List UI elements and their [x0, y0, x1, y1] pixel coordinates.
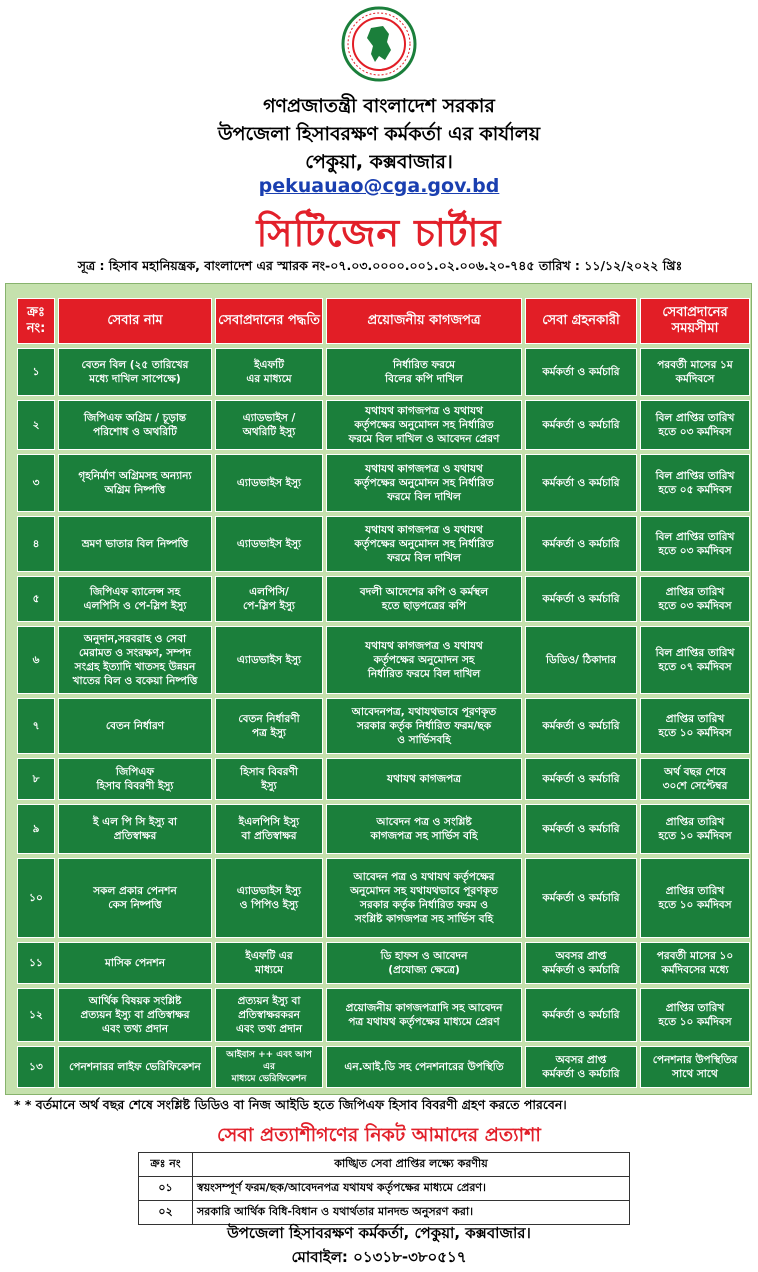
- table-row: [17, 1046, 750, 1088]
- cell-documents: যথাযথ কাগজপত্র ও যথাযথ কর্তৃপক্ষের অনুমোদন সহ নির্ধারিত ফরমে বিল দাখিল ও আবেদন প্রেরণ: [326, 400, 522, 450]
- cell-method: ইএলপিসি ইস্যু বা প্রতিস্বাক্ষর: [215, 804, 323, 854]
- cell-method: এ্যাডভাইস ইস্যু: [215, 516, 323, 572]
- cell-method: এলপিসি/ পে-স্লিপ ইস্যু: [215, 576, 323, 622]
- table-row: [139, 1177, 630, 1201]
- cell-timeline: পরবর্তী মাসের ১ম কর্মদিবসে: [640, 348, 750, 396]
- footer-mobile: মোবাইল: ০১৩১৮-৩৮০৫১৭: [291, 1248, 467, 1266]
- expectation-title: সেবা প্রত্যাশীগণের নিকট আমাদের প্রত্যাশা: [217, 1124, 541, 1146]
- cell-serial: ৪: [17, 516, 55, 572]
- expectation-task: সরকারি আর্থিক বিধি-বিধান ও যথার্থতার মানদন্ড অনুসরণ করা।: [193, 1201, 630, 1225]
- table-row: [17, 454, 750, 512]
- office-location: পেকুয়া, কক্সবাজার।: [305, 151, 453, 173]
- cell-method: ইএফটি এর মাধ্যমে: [215, 942, 323, 984]
- table-row: [17, 516, 750, 572]
- office-name: উপজেলা হিসাবরক্ষণ কর্মকর্তা এর কার্যালয়: [217, 123, 541, 145]
- cell-serial: ১১: [17, 942, 55, 984]
- cell-serial: ১: [17, 348, 55, 396]
- cell-method: ইএফটি এর মাধ্যমে: [215, 348, 323, 396]
- cell-recipient: ডিডিও/ ঠিকাদার: [525, 626, 637, 694]
- cell-service: আর্থিক বিষয়ক সংশ্লিষ্ট প্রত্যয়ন ইস্যু বা প্রতিস্বাক্ষর এবং তথ্য প্রদান: [58, 988, 212, 1042]
- cell-service: জিপিএফ অগ্রিম / চূড়ান্ত পরিশোধ ও অথরিটি: [58, 400, 212, 450]
- cell-service: মাসিক পেনশন: [58, 942, 212, 984]
- header-serial: ক্রঃ নং:: [17, 298, 55, 344]
- cell-documents: আবেদন পত্র ও সংশ্লিষ্ট কাগজপত্র সহ সার্ভিস বহি: [326, 804, 522, 854]
- table-row: [17, 348, 750, 396]
- cell-service: ভ্রমণ ভাতার বিল নিষ্পত্তি: [58, 516, 212, 572]
- header-documents: প্রয়োজনীয় কাগজপত্র: [326, 298, 522, 344]
- cell-method: হিসাব বিবরণী ইস্যু: [215, 758, 323, 800]
- table-row: [17, 626, 750, 694]
- cell-documents: যথাযথ কাগজপত্র: [326, 758, 522, 800]
- cell-serial: ১২: [17, 988, 55, 1042]
- cell-documents: যথাযথ কাগজপত্র ও যথাযথ কর্তৃপক্ষের অনুমোদন সহ নির্ধারিত ফরমে বিল দাখিল: [326, 516, 522, 572]
- cell-method: প্রত্যয়ন ইস্যু বা প্রতিস্বাক্ষরকরন এবং তথ্য প্রদান: [215, 988, 323, 1042]
- cell-serial: ২: [17, 400, 55, 450]
- cell-recipient: কর্মকর্তা ও কর্মচারি: [525, 516, 637, 572]
- expectation-header-row: [139, 1153, 630, 1177]
- cell-recipient: অবসর প্রাপ্ত কর্মকর্তা ও কর্মচারি: [525, 1046, 637, 1088]
- expectation-serial: ০২: [139, 1201, 193, 1225]
- expectation-header-task: কাঙ্খিত সেবা প্রাপ্তির লক্ষ্যে করণীয়: [193, 1153, 630, 1177]
- cell-serial: ৩: [17, 454, 55, 512]
- cell-service: সকল প্রকার পেনশন কেস নিষ্পত্তি: [58, 858, 212, 938]
- cell-timeline: অর্থ বছর শেষে ৩০শে সেপ্টেম্বর: [640, 758, 750, 800]
- cell-recipient: কর্মকর্তা ও কর্মচারি: [525, 400, 637, 450]
- cell-method: এ্যাডভাইস ইস্যু ও পিপিও ইস্যু: [215, 858, 323, 938]
- table-header-row: [17, 298, 750, 344]
- expectation-header-serial: ক্রঃ নং: [139, 1153, 193, 1177]
- cell-service: অনুদান,সরবরাহ ও সেবা মেরামত ও সংরক্ষণ, সম্পদ সংগ্রহ ইত্যাদি খাতসহ উন্নয়ন খাতের বিল ও বকেয়া নিষ্পত্তি: [58, 626, 212, 694]
- header-timeline: সেবাপ্রদানের সময়সীমা: [640, 298, 750, 344]
- cell-recipient: কর্মকর্তা ও কর্মচারি: [525, 698, 637, 754]
- header-recipient: সেবা গ্রহনকারী: [525, 298, 637, 344]
- cell-recipient: কর্মকর্তা ও কর্মচারি: [525, 454, 637, 512]
- header-service-name: সেবার নাম: [58, 298, 212, 344]
- cell-recipient: কর্মকর্তা ও কর্মচারি: [525, 858, 637, 938]
- citizen-charter-table: [14, 294, 753, 1092]
- table-row: [17, 576, 750, 622]
- office-email[interactable]: pekuauao@cga.gov.bd: [258, 175, 500, 197]
- cell-recipient: কর্মকর্তা ও কর্মচারি: [525, 348, 637, 396]
- cell-timeline: প্রাপ্তির তারিখ হতে ১০ কর্মদিবস: [640, 698, 750, 754]
- cell-timeline: প্রাপ্তির তারিখ হতে ০৩ কর্মদিবস: [640, 576, 750, 622]
- table-row: [17, 942, 750, 984]
- cell-documents: যথাযথ কাগজপত্র ও যথাযথ কর্তৃপক্ষের অনুমোদন সহ নির্ধারিত ফরমে বিল দাখিল: [326, 454, 522, 512]
- expectation-serial: ০১: [139, 1177, 193, 1201]
- cell-recipient: কর্মকর্তা ও কর্মচারি: [525, 804, 637, 854]
- footer-office: উপজেলা হিসাবরক্ষণ কর্মকর্তা, পেকুয়া, কক্সবাজার।: [227, 1224, 531, 1242]
- cell-timeline: বিল প্রাপ্তির তারিখ হতে ০৫ কর্মদিবস: [640, 454, 750, 512]
- government-seal-icon: [341, 6, 417, 82]
- cell-timeline: প্রাপ্তির তারিখ হতে ১০ কর্মদিবস: [640, 988, 750, 1042]
- table-row: [17, 988, 750, 1042]
- cell-documents: এন.আই.ডি সহ পেনশনারের উপস্থিতি: [326, 1046, 522, 1088]
- cell-serial: ৬: [17, 626, 55, 694]
- table-row: [17, 858, 750, 938]
- table-row: [17, 400, 750, 450]
- cell-timeline: বিল প্রাপ্তির তারিখ হতে ০৩ কর্মদিবস: [640, 516, 750, 572]
- table-row: [139, 1201, 630, 1225]
- cell-serial: ৮: [17, 758, 55, 800]
- cell-documents: বদলী আদেশের কপি ও কর্মস্থল হতে ছাড়পত্রের কপি: [326, 576, 522, 622]
- cell-recipient: অবসর প্রাপ্ত কর্মকর্তা ও কর্মচারি: [525, 942, 637, 984]
- cell-method: এ্যাডভাইস ইস্যু: [215, 626, 323, 694]
- gpf-note: * * বর্তমানে অর্থ বছর শেষে সংশ্লিষ্ট ডিডিও বা নিজ আইডি হতে জিপিএফ হিসাব বিবরণী গ্রহণ করতে পারবেন।: [14, 1097, 567, 1112]
- cell-method: এ্যাডভাইস ইস্যু: [215, 454, 323, 512]
- expectation-task: স্বয়ংসম্পূর্ণ ফরম/ছক/আবেদনপত্র যথাযথ কর্তৃপক্ষের মাধ্যমে প্রেরণ।: [193, 1177, 630, 1201]
- cell-recipient: কর্মকর্তা ও কর্মচারি: [525, 576, 637, 622]
- cell-documents: আবেদন পত্র ও যথাযথ কর্তৃপক্ষের অনুমোদন সহ যথাযথভাবে পূরণকৃত সরকার কর্তৃক নির্ধারিত ফরম ও সংশ্লিষ্ট কাগজপত্র সহ সার্ভিস বহি: [326, 858, 522, 938]
- table-row: [17, 804, 750, 854]
- expectation-table: [138, 1152, 630, 1225]
- cell-service: বেতন নির্ধারণ: [58, 698, 212, 754]
- cell-documents: নির্ধারিত ফরমে বিলের কপি দাখিল: [326, 348, 522, 396]
- cell-documents: প্রয়োজনীয় কাগজপত্রাদি সহ আবেদন পত্র যথাযথ কর্তৃপক্ষের মাধ্যমে প্রেরণ: [326, 988, 522, 1042]
- cell-timeline: বিল প্রাপ্তির তারিখ হতে ০৩ কর্মদিবস: [640, 400, 750, 450]
- cell-service: জিপিএফ হিসাব বিবরণী ইস্যু: [58, 758, 212, 800]
- govt-name: গণপ্রজাতন্ত্রী বাংলাদেশ সরকার: [263, 95, 495, 117]
- cell-service: বেতন বিল (২৫ তারিখের মধ্যে দাখিল সাপেক্ষে): [58, 348, 212, 396]
- cell-service: পেনশনারর লাইফ ভেরিফিকেশন: [58, 1046, 212, 1088]
- cell-timeline: প্রাপ্তির তারিখ হতে ১০ কর্মদিবস: [640, 858, 750, 938]
- cell-documents: আবেদনপত্র, যথাযথভাবে পূরণকৃত সরকার কর্তৃক নির্ধারিত ফরম/ছক ও সার্ভিসবহি: [326, 698, 522, 754]
- cell-service: গৃহনির্মাণ অগ্রিমসহ অন্যান্য অগ্রিম নিষ্পত্তি: [58, 454, 212, 512]
- cell-method: এ্যাডভাইস / অথরিটি ইস্যু: [215, 400, 323, 450]
- cell-serial: ৯: [17, 804, 55, 854]
- cell-serial: ৭: [17, 698, 55, 754]
- cell-recipient: কর্মকর্তা ও কর্মচারি: [525, 988, 637, 1042]
- table-row: [17, 698, 750, 754]
- cell-timeline: প্রাপ্তির তারিখ হতে ১০ কর্মদিবস: [640, 804, 750, 854]
- cell-serial: ১০: [17, 858, 55, 938]
- cell-service: জিপিএফ ব্যালেন্স সহ এলপিসি ও পে-স্লিপ ইস্যু: [58, 576, 212, 622]
- cell-documents: ডি হাফস ও আবেদন (প্রযোজ্য ক্ষেত্রে): [326, 942, 522, 984]
- cell-timeline: পেনশনার উপস্থিতির সাথে সাথে: [640, 1046, 750, 1088]
- reference-line: সূত্র : হিসাব মহানিয়ন্ত্রক, বাংলাদেশ এর স্মারক নং-০৭.০৩.০০০০.০০১.০২.০০৬.২০-৭৪৫ তারিখ : ১১/১২/২০২২ খ্রিঃ: [77, 258, 683, 273]
- cell-documents: যথাযথ কাগজপত্র ও যথাযথ কর্তৃপক্ষের অনুমোদন সহ নির্ধারিত ফরমে বিল দাখিল: [326, 626, 522, 694]
- cell-timeline: পরবর্তী মাসের ১০ কর্মদিবসের মধ্যে: [640, 942, 750, 984]
- cell-recipient: কর্মকর্তা ও কর্মচারি: [525, 758, 637, 800]
- cell-method: বেতন নির্ধারণী পত্র ইস্যু: [215, 698, 323, 754]
- cell-service: ই এল পি সি ইস্যু বা প্রতিস্বাক্ষর: [58, 804, 212, 854]
- cell-timeline: বিল প্রাপ্তির তারিখ হতে ০৭ কর্মদিবস: [640, 626, 750, 694]
- cell-method: আইবাস ++ এবং আপ এর মাধ্যমে ভেরিফিকেশন: [215, 1046, 323, 1088]
- table-row: [17, 758, 750, 800]
- cell-serial: ৫: [17, 576, 55, 622]
- header-method: সেবাপ্রদানের পদ্ধতি: [215, 298, 323, 344]
- cell-serial: ১৩: [17, 1046, 55, 1088]
- page-title: সিটিজেন চার্টার: [256, 211, 502, 255]
